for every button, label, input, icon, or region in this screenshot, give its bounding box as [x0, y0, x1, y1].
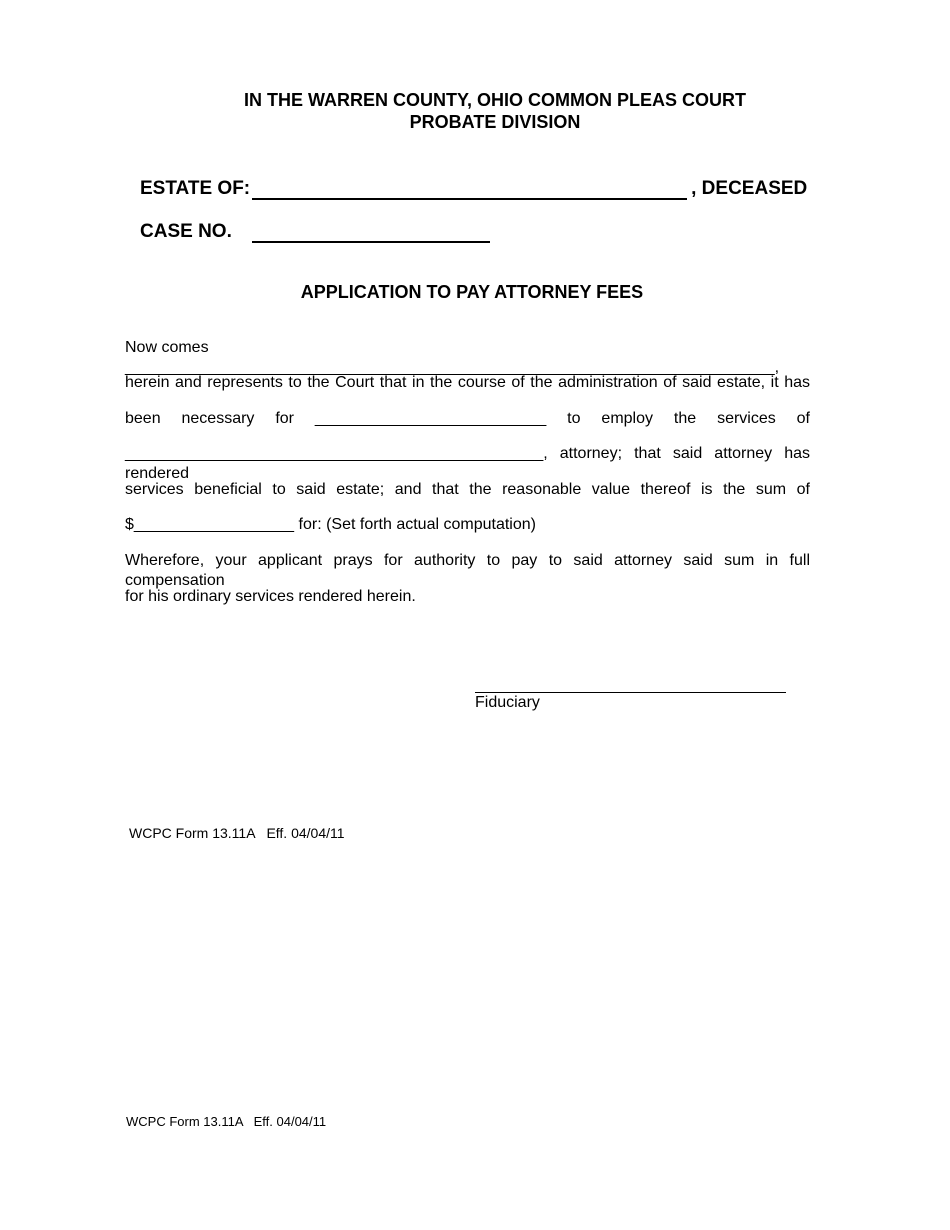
- body-line-8: for his ordinary services rendered herein.: [125, 588, 416, 605]
- form-id-footer: WCPC Form 13.11A Eff. 04/04/11: [129, 825, 345, 841]
- fiduciary-label: Fiduciary: [475, 694, 540, 711]
- body-line-5: services beneficial to said estate; and that the reasonable value thereof is the sum of: [125, 481, 810, 498]
- case-number-field[interactable]: [252, 221, 490, 243]
- page-footer: WCPC Form 13.11A Eff. 04/04/11: [126, 1114, 327, 1129]
- body-line-4[interactable]: _______________________________________________, attorney; that said attorney has rendered: [125, 445, 810, 482]
- case-number-line: [140, 221, 490, 243]
- court-division: PROBATE DIVISION: [409, 112, 581, 132]
- estate-of-line: [140, 178, 807, 200]
- body-line-6[interactable]: $__________________ for: (Set forth actual computation): [125, 516, 536, 533]
- estate-of-label: ESTATE OF:: [140, 178, 251, 199]
- body-line-1[interactable]: Now comes _________________________________________________________________________,: [125, 339, 780, 376]
- fiduciary-signature-field[interactable]: [475, 692, 786, 693]
- body-line-2: herein and represents to the Court that in the course of the administration of said estate, it has: [125, 374, 810, 391]
- body-line-3[interactable]: been necessary for __________________________ to employ the services of: [125, 410, 810, 427]
- case-no-label: CASE NO.: [140, 221, 232, 242]
- form-title: APPLICATION TO PAY ATTORNEY FEES: [300, 282, 644, 302]
- court-name: IN THE WARREN COUNTY, OHIO COMMON PLEAS COURT: [243, 90, 746, 110]
- court-header: [0, 89, 950, 133]
- estate-name-field[interactable]: [252, 178, 687, 200]
- deceased-label: , DECEASED: [691, 178, 808, 199]
- body-line-7: Wherefore, your applicant prays for authority to pay to said attorney said sum in full compensation: [125, 552, 810, 589]
